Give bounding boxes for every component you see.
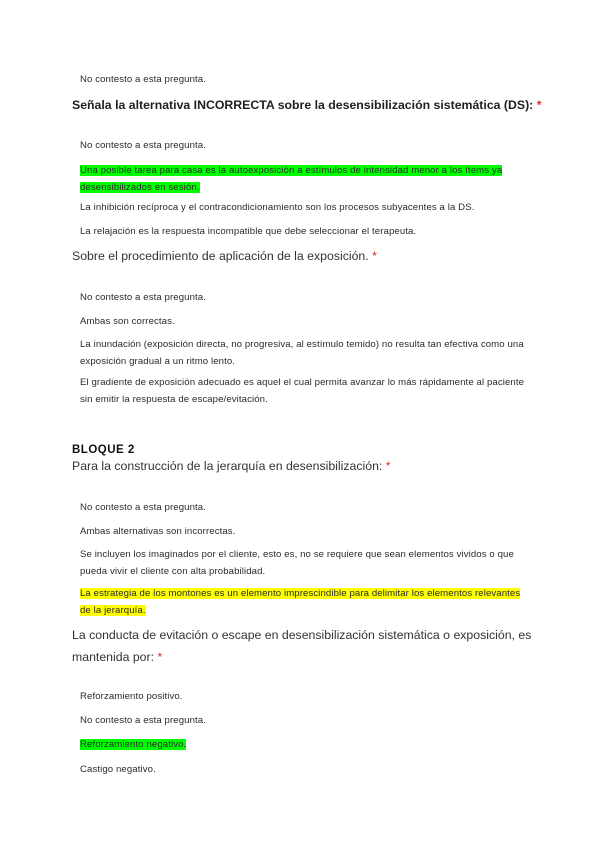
option-highlighted-answer <box>80 736 530 753</box>
question-title <box>72 246 542 267</box>
option-no-answer: No contesto a esta pregunta. <box>80 502 207 513</box>
option-highlighted-answer <box>80 162 530 196</box>
green-highlight: Reforzamiento negativo. <box>80 739 187 750</box>
option-highlighted-answer <box>80 585 530 619</box>
question-text: Señala la alternativa INCORRECTA sobre la desensibilización sistemática (DS): <box>72 98 534 112</box>
option-no-answer: No contesto a esta pregunta. <box>80 715 207 726</box>
required-mark: * <box>385 459 391 473</box>
required-mark: * <box>536 98 542 112</box>
yellow-highlight: La estrategia de los montones es un elemento imprescindible para delimitar los elementos relevantes de la jerarquía. <box>80 588 521 616</box>
question-title <box>72 456 542 477</box>
option: Castigo negativo. <box>80 764 156 775</box>
question-text: Para la construcción de la jerarquía en desensibilización: <box>72 459 383 473</box>
block-label: BLOQUE 2 <box>72 444 135 456</box>
option: La relajación es la respuesta incompatible que debe seleccionar el terapeuta. <box>80 226 417 237</box>
required-mark: * <box>157 650 163 664</box>
option: Se incluyen los imaginados por el cliente, esto es, no se requiere que sean elementos vividos o que pueda vivir el cliente con alta probabilidad. <box>80 549 514 577</box>
option: El gradiente de exposición adecuado es aquel el cual permita avanzar lo más rápidamente al paciente sin emitir la respuesta de escape/evitación. <box>80 377 525 405</box>
option-no-answer: No contesto a esta pregunta. <box>80 292 207 303</box>
required-mark: * <box>372 249 377 263</box>
question-title <box>72 95 542 116</box>
option-no-answer: No contesto a esta pregunta. <box>80 74 207 85</box>
question-text: Sobre el procedimiento de aplicación de la exposición. <box>72 249 369 263</box>
option: La inundación (exposición directa, no progresiva, al estímulo temido) no resulta tan efectiva como una exposición gradual a un ritmo lento. <box>80 339 524 367</box>
green-highlight: Una posible tarea para casa es la autoexposición a estímulos de intensidad menor a los ítems ya desensibilizados en sesión. <box>80 165 503 193</box>
option: Reforzamiento positivo. <box>80 691 183 702</box>
question-text: La conducta de evitación o escape en desensibilización sistemática o exposición, es mantenida por: <box>72 628 532 664</box>
option: La inhibición recíproca y el contracondicionamiento son los procesos subyacentes a la DS. <box>80 202 475 213</box>
question-title <box>72 624 542 668</box>
option: Ambas alternativas son incorrectas. <box>80 526 236 537</box>
option-no-answer: No contesto a esta pregunta. <box>80 140 207 151</box>
option: Ambas son correctas. <box>80 316 175 327</box>
